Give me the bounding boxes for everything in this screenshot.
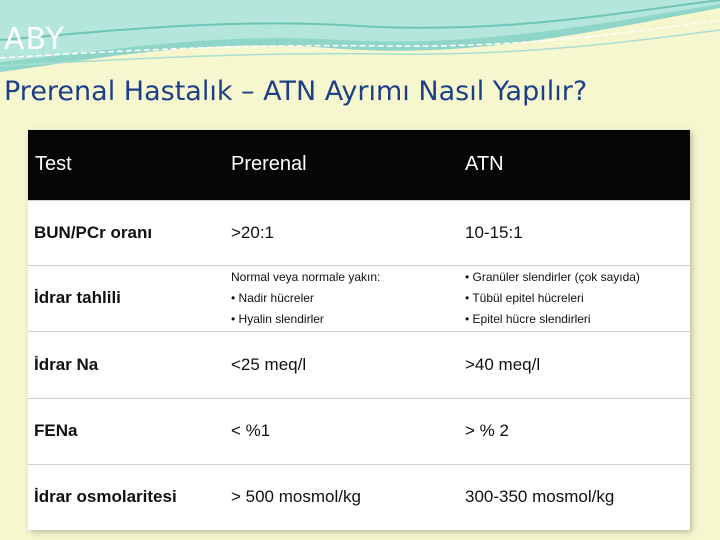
row-label: BUN/PCr oranı bbox=[34, 222, 153, 242]
table-header-row bbox=[28, 130, 690, 200]
atn-value: 10-15:1 bbox=[465, 222, 523, 242]
table-row bbox=[28, 200, 690, 265]
prerenal-value: > 500 mosmol/kg bbox=[231, 487, 361, 507]
prerenal-line: Normal veya normale yakın: bbox=[231, 269, 381, 284]
header-test: Test bbox=[35, 153, 72, 176]
atn-line: • Epitel hücre slendirleri bbox=[465, 311, 591, 326]
atn-value: > % 2 bbox=[465, 421, 509, 440]
atn-value bbox=[458, 265, 690, 331]
prerenal-value: <25 meq/l bbox=[231, 354, 307, 374]
prerenal-line: • Nadir hücreler bbox=[231, 290, 314, 305]
row-label: İdrar Na bbox=[34, 354, 99, 374]
comparison-table-container bbox=[28, 130, 690, 530]
table-row bbox=[28, 398, 690, 464]
row-label: FENa bbox=[34, 421, 78, 440]
row-label: İdrar tahlili bbox=[34, 288, 121, 307]
atn-value: 300-350 mosmol/kg bbox=[465, 487, 615, 507]
prerenal-value bbox=[224, 265, 458, 331]
table-row bbox=[28, 464, 690, 530]
prerenal-value: >20:1 bbox=[231, 222, 275, 242]
table-row bbox=[28, 265, 690, 331]
page-title: Prerenal Hastalık – ATN Ayrımı Nasıl Yapılır? bbox=[4, 76, 588, 107]
corner-label: ABY bbox=[4, 22, 65, 57]
header-atn: ATN bbox=[465, 153, 504, 176]
row-label: İdrar osmolaritesi bbox=[34, 487, 177, 507]
atn-value: >40 meq/l bbox=[465, 354, 541, 374]
table-row bbox=[28, 331, 690, 398]
atn-line: • Tübül epitel hücreleri bbox=[465, 290, 584, 305]
header-prerenal: Prerenal bbox=[231, 153, 307, 176]
prerenal-line: • Hyalin slendirler bbox=[231, 311, 324, 326]
atn-line: • Granüler slendirler (çok sayıda) bbox=[465, 269, 640, 284]
prerenal-value: < %1 bbox=[231, 421, 271, 440]
comparison-table bbox=[28, 130, 690, 530]
